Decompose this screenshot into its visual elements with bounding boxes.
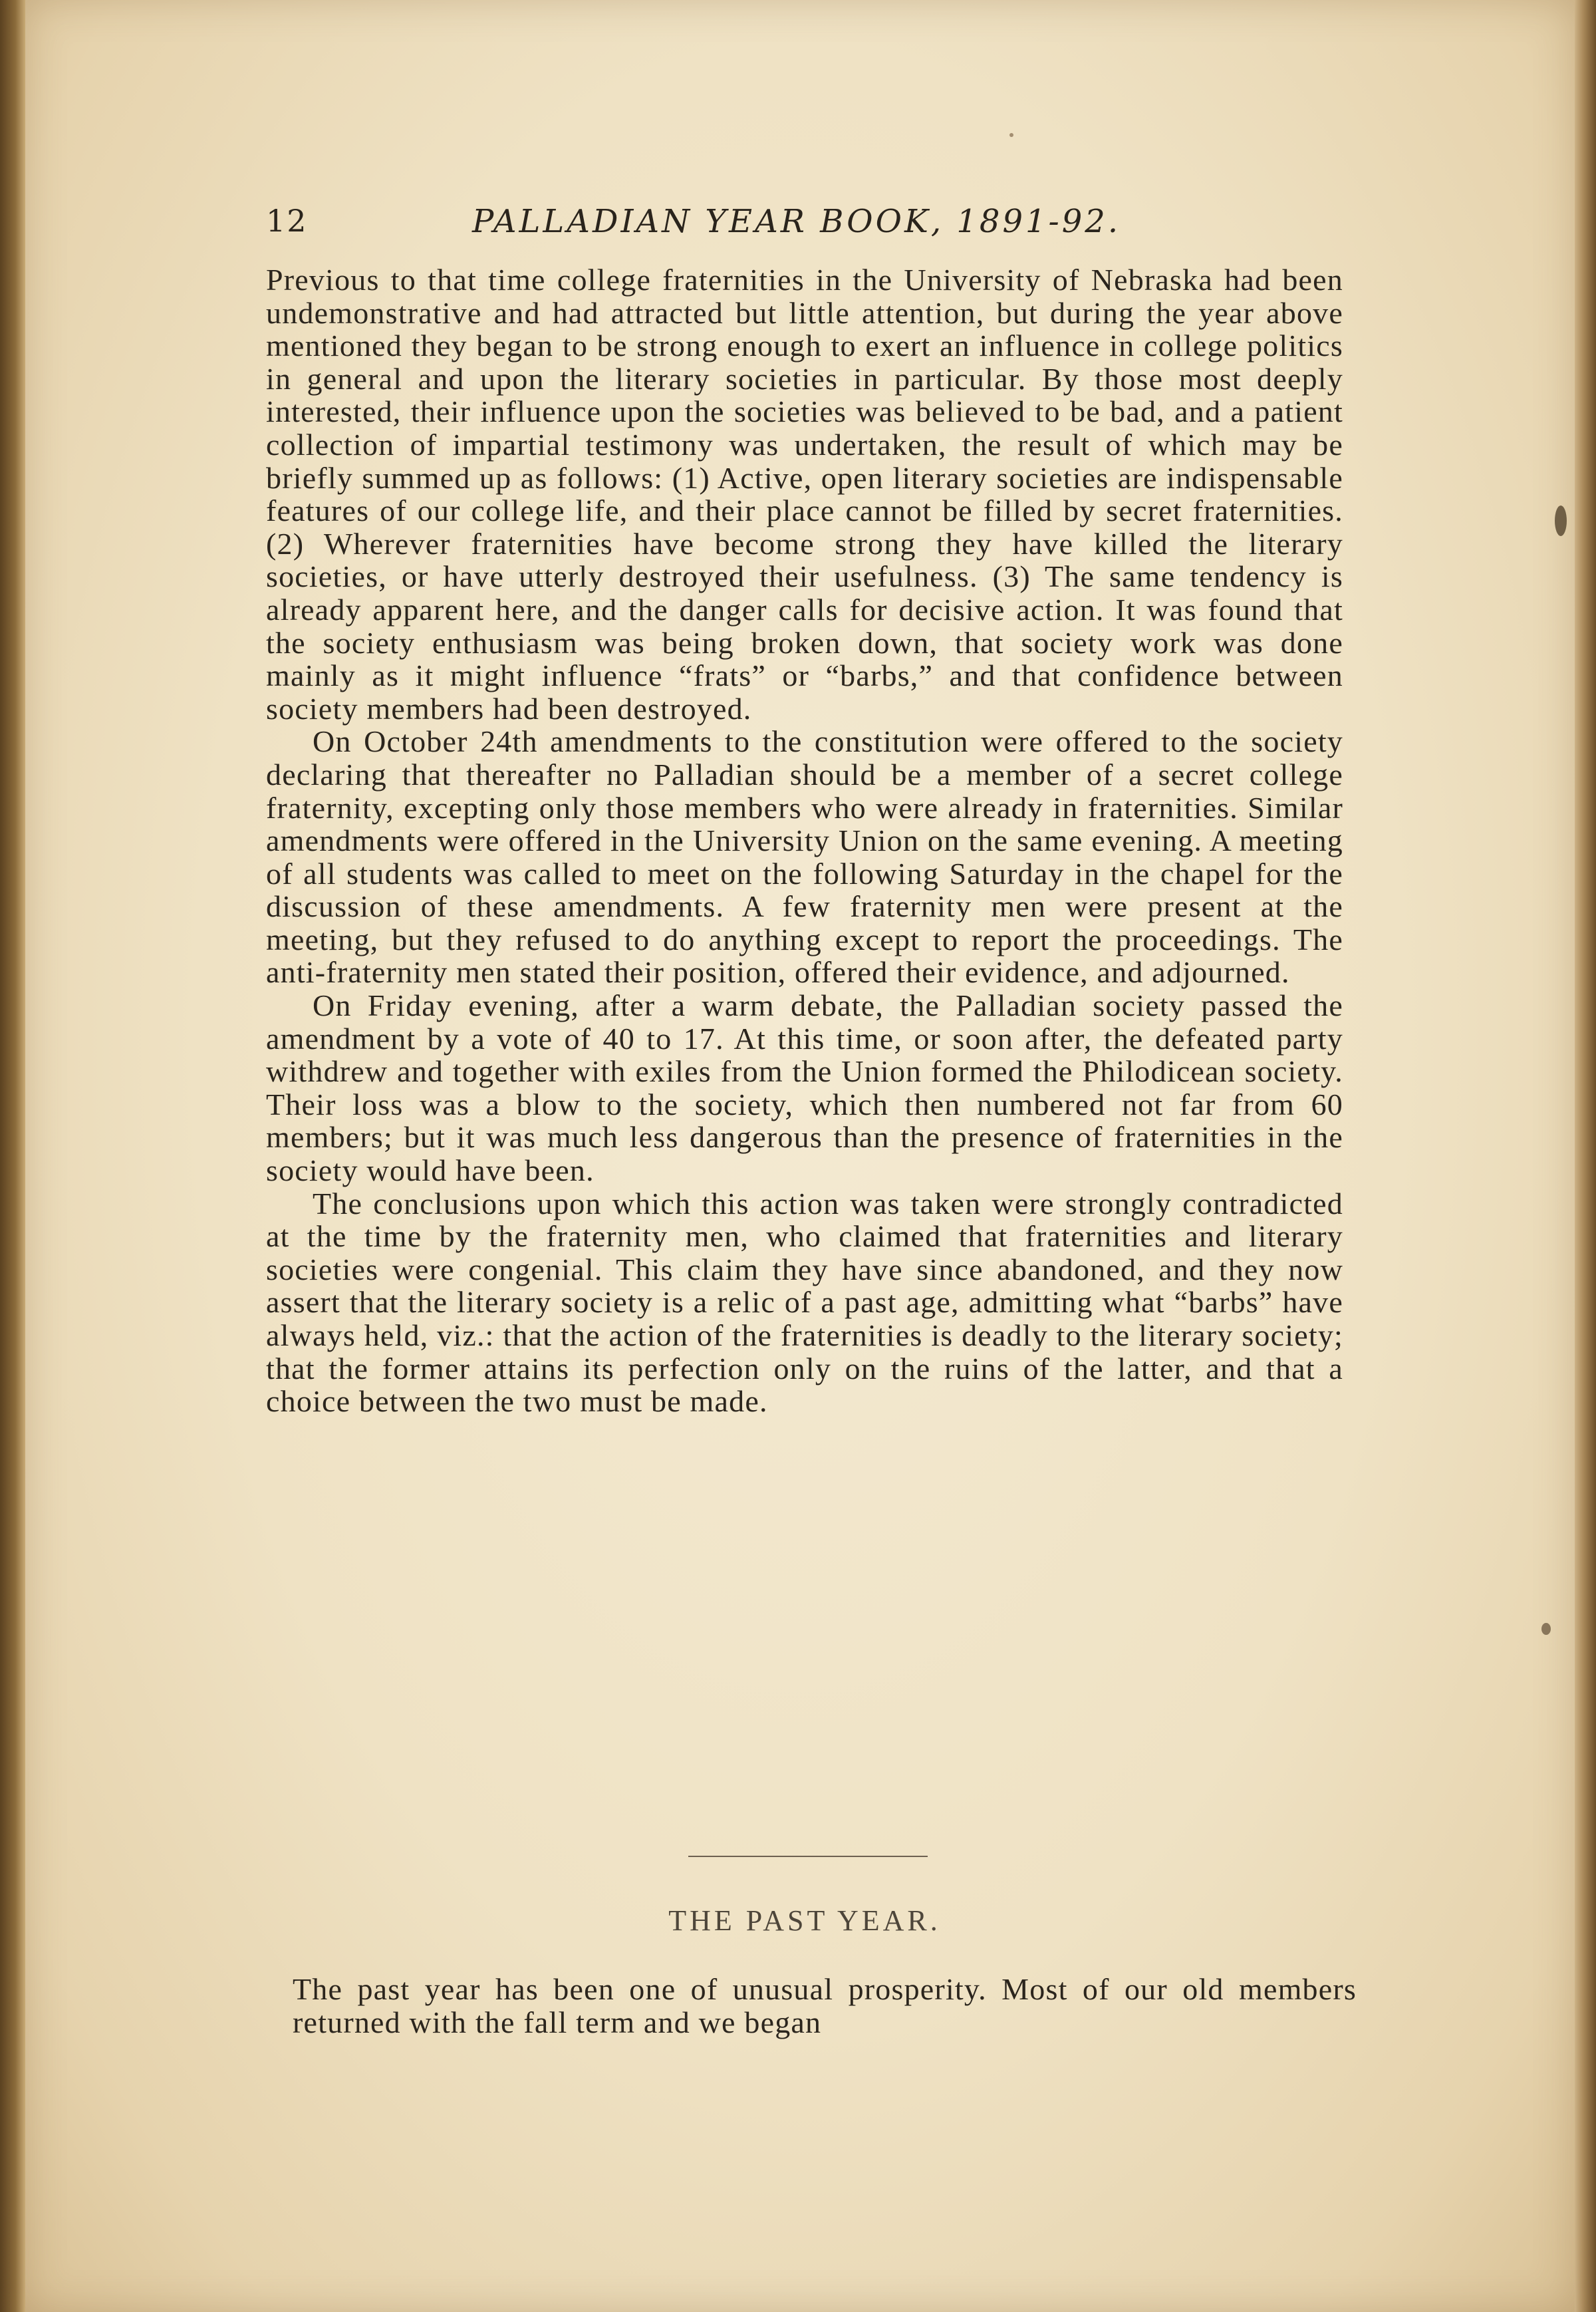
page-edge-right bbox=[1575, 0, 1596, 2312]
paragraph: On Friday evening, after a warm debate, the Palladian society passed the amendment by a vote of 40 to 17. At this time, or soon after, the defeated party withdrew and together with exiles from the Union formed the Philodicean society. Their loss was a blow to the society, which then numbered not far from 60 members; but it was much less dangerous than the presence of fraternities in the society would have been. bbox=[266, 988, 1343, 1188]
page-header bbox=[266, 203, 1144, 249]
paragraph: The conclusions upon which this action was taken were strongly contradicted at the time by the fraternity men, who claimed that fraternities and literary societies were congenial. This claim they have since abandoned, and they now assert that the literary society is a relic of a past age, admitting what “barbs” have always held, viz.: that the action of the fraternities is deadly to the literary society; that the former attains its perfection only on the ruins of the latter, and that a choice between the two must be made. bbox=[266, 1186, 1343, 1419]
paragraph: The past year has been one of unusual prosperity. Most of our old members returned with the fall term and we began bbox=[293, 1972, 1357, 2039]
section-heading: THE PAST YEAR. bbox=[668, 1904, 941, 1937]
paper-stain bbox=[1009, 133, 1013, 137]
page-edge-left bbox=[0, 0, 25, 2312]
page-number: 12 bbox=[266, 203, 308, 239]
section-divider bbox=[688, 1856, 928, 1857]
paper-stain bbox=[1541, 1623, 1551, 1635]
paragraph: On October 24th amendments to the constitution were offered to the society declaring that thereafter no Palladian should be a member of a secret college fraternity, excepting only those members who were already in fraternities. Similar amendments were offered in the University Union on the same evening. A meeting of all students was called to meet on the following Saturday in the chapel for the discussion of these amendments. A few fraternity men were present at the meeting, but they refused to do anything except to report the proceedings. The anti-fraternity men stated their position, offered their evidence, and adjourned. bbox=[266, 724, 1343, 990]
paragraph: Previous to that time college fraternities in the University of Nebraska had been undemonstrative and had attracted but little attention, but during the year above mentioned they began to be strong enough to exert an influence in college politics in general and upon the literary societies in particular. By those most deeply interested, their influence upon the societies was believed to be bad, and a patient collection of impartial testimony was undertaken, the result of which may be briefly summed up as follows: (1) Active, open literary societies are indispensable features of our college life, and their place cannot be filled by secret fraternities. (2) Wherever fraternities have become strong they have killed the literary societies, or have utterly destroyed their usefulness. (3) The same tendency is already apparent here, and the danger calls for decisive action. It was found that the society enthusiasm was being broken down, that society work was done mainly as it might influence “frats” or “barbs,” and that confidence between society members had been destroyed. bbox=[266, 263, 1343, 726]
section-paragraph bbox=[293, 1973, 1357, 2039]
main-text bbox=[266, 263, 1343, 1418]
paper-stain bbox=[1555, 506, 1567, 536]
running-head: PALLADIAN YEAR BOOK, 1891-92. bbox=[472, 203, 1121, 240]
